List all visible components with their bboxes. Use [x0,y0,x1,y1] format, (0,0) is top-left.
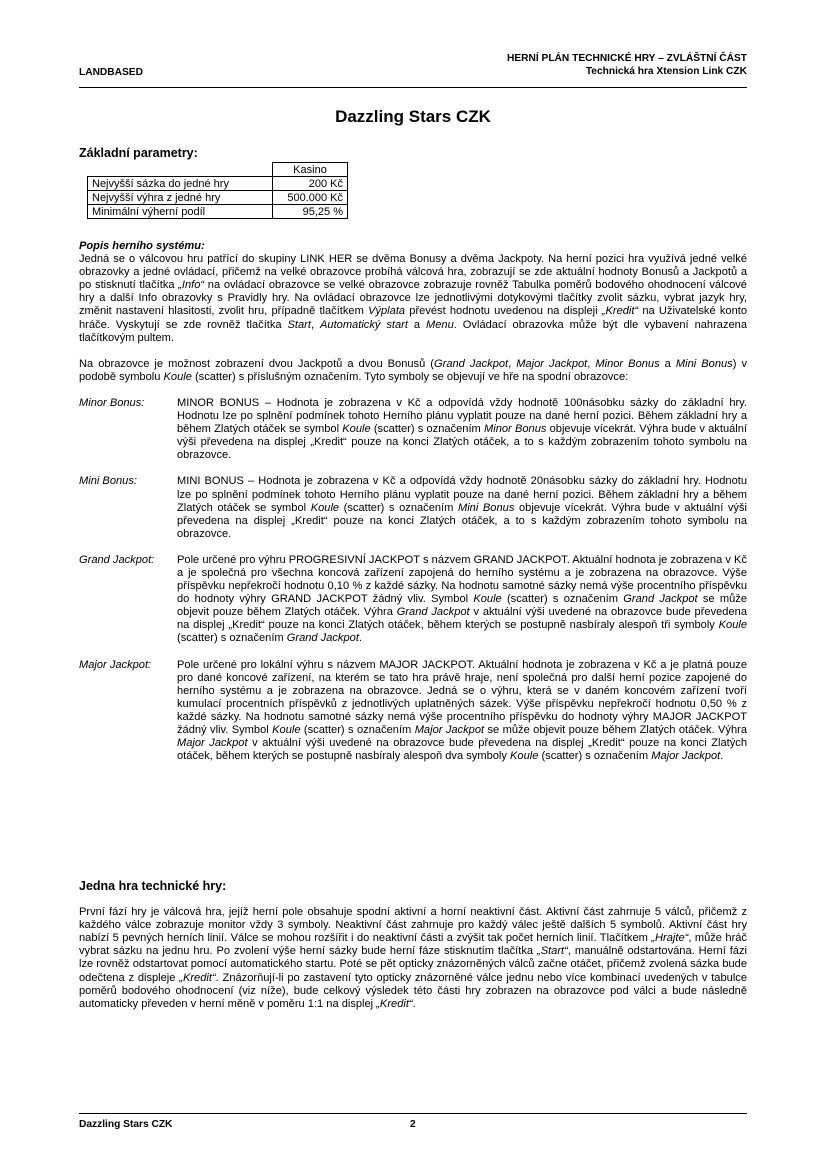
text-run-italic: Výplata [368,305,406,318]
system-paragraph-2 [79,358,747,384]
text-run-italic: Major Jackpot [177,737,248,750]
text-run: (scatter) s označením [300,724,415,736]
text-run-italic: Major Jackpot [651,750,721,763]
text-run: , [508,357,517,370]
text-run-italic: Koule [310,501,340,514]
text-run: se může objevit pouze během Zlatých otáček. Výhra [484,724,747,736]
item-text [177,554,747,646]
text-run: MINI BONUS – Hodnota je zobrazena v Kč a odpovídá vždy hodnotě 20násobku sázky do základní hry. Hodnotu lze po splnění podmínek tohoto Herního plánu vyplatit pouze na dané herní pozici. Během základní hry a během Zlatých otáček se symbol [177,475,747,514]
text-run: (scatter) s označením [177,632,287,645]
item-grand-jackpot [79,554,747,646]
params-table-row [88,205,348,219]
item-mini-bonus [79,475,747,540]
page-number: 2 [410,1119,416,1130]
header-right-line1: HERNÍ PLÁN TECHNICKÉ HRY – ZVLÁŠTNÍ ČÁST [507,53,747,64]
params-table-corner [88,163,273,177]
text-run-italic: Koule [272,724,301,736]
text-run: a [659,357,676,370]
text-run: , [587,357,596,370]
params-row-label: Nejvyšší výhra z jedné hry [88,191,273,205]
text-run: Pole určené pro výhru PROGRESIVNÍ JACKPOT s názvem GRAND JACKPOT. Aktuální hodnota je zobrazena v Kč a je společná pro všechna koncová zařízení zapojená do herního systému a je zobrazena na obrazovce. Výše příspěvku nepřekročí hodnotu 0,10 % z každé sázky. Na hodnotu samotné sázky nemá výše procentního příspěvku do hodnoty výhry GRAND JACKPOT žádný vliv. Symbol [177,553,747,606]
text-run: (scatter) s označením [501,593,624,606]
params-table-row [88,177,348,191]
text-run: , [310,318,320,331]
text-run-italic: Grand Jackpot [396,606,470,619]
item-label: Mini Bonus: [79,475,137,488]
game-paragraph [79,906,747,1011]
text-run-italic: Menu [426,318,454,331]
text-run: . [412,997,416,1010]
text-run-italic: Grand Jackpot [623,593,698,606]
text-run: První fází hry je válcová hra, jejíž herní pole obsahuje spodní aktivní a horní neaktivní část. Aktivní část zahrnuje 5 válců, přičemž z každého válce zobrazuje monitor vždy 3 symboly. Neaktivní část zahrnuje pro každý válec ještě dalších 5 symbolů. Aktivní část hry nabízí 5 pevných herních linií. Válce se mohou rozšířit i do neaktivní části a zvýšit tak počet herních linií. Tlačítkem [79,906,747,945]
params-row-label: Nejvyšší sázka do jedné hry [88,177,273,191]
text-run-italic: „Hrajte“ [651,932,689,945]
text-run: . Ovládací obrazovka může být dle vybavení nahrazena tlačítkovým pultem. [79,318,747,344]
text-run: , manuálně odstartována. Herní fázi lze rovněž odstartovat pomocí automatického startu. Poté se pět opticky znázorněných válců začne otáčet, přičemž zvolená sázka bude odečtena z displeje [79,945,747,984]
text-run: . [720,750,724,763]
text-run-italic: Koule [718,619,747,632]
params-table-row [88,191,348,205]
text-run: Jedná se o válcovou hru patřící do skupiny LINK HER se dvěma Bonusy a dvěma Jackpoty. Na herní pozici hra využívá jedné velké obrazovky a jedné ovládací, přičemž na velké obrazovce probíhá válcová hra, zobrazují se zde aktuální hodnoty Bonusů a Jackpotů a po stisknutí tlačítka [79,253,747,292]
text-run: v aktuální výši uvedené na obrazovce bude převedena na displej „Kredit“ pouze na konci Zlatých otáček, během kterých se postupně nasbíraly alespoň dva symboly [177,737,747,763]
footer-divider [79,1113,747,1114]
text-run-italic: Major Jackpot [414,724,485,736]
item-text [177,475,747,540]
text-run-italic: Mini Bonus [675,357,733,370]
text-run-italic: Major Jackpot [516,357,588,370]
page-title: Dazzling Stars CZK [335,107,491,126]
item-major-jackpot [79,659,747,764]
system-section [79,240,747,763]
params-row-label: Minimální výherní podíl [88,205,273,219]
params-row-value: 200 Kč [273,177,348,191]
text-run-italic: Grand Jackpot [286,632,359,645]
header-left: LANDBASED [79,67,143,78]
header-divider [79,87,747,88]
text-run: (scatter) s příslušným označením. Tyto symboly se objevují ve hře na spodní obrazovce: [191,370,629,383]
text-run-italic: Koule [510,750,539,763]
text-run: MINOR BONUS – Hodnota je zobrazena v Kč a odpovídá vždy hodnotě 100násobku sázky do základní hry. Hodnotu lze po splnění podmínek tohoto Herního plánu vyplatit pouze na dané herní pozici. Během základní hry a během Zlatých otáček se symbol [177,396,747,436]
params-table [87,162,348,219]
item-label: Major Jackpot: [79,658,152,671]
item-minor-bonus [79,397,747,462]
text-run-italic: Automatický start [320,318,408,331]
text-run-italic: „Kredit“ [601,305,639,318]
text-run: v aktuální výši uvedené na obrazovce bude převedena na displej „Kredit“ pouze na konci Zlatých otáček, během kterých se postupně nasbíraly alespoň tři symboly [177,606,747,632]
text-run-italic: Koule [342,423,371,436]
text-run-italic: Start [287,318,311,331]
text-run: Pole určené pro lokální výhru s názvem MAJOR JACKPOT. Aktuální hodnota je zobrazena v Kč a je platná pouze pro dané koncové zařízení, na kterém se tato hra právě hraje, není společná pro další herní pozice zapojené do herního systému a je zobrazena na obrazovce. Jedná se o výhru, která se v daném koncovém zařízení tvoří kumulací procentních příspěvků z jednotlivých uplatněných sázek. Výše příspěvku nepřekročí hodnotu 0,50 % z každé sázky. Na hodnotu samotné sázky nemá výše procentního příspěvku do hodnoty výhry MAJOR JACKPOT žádný vliv. Symbol [177,658,747,736]
text-run: se může objevit pouze během Zlatých otáček. Výhra [177,593,747,619]
text-run: objevuje vícekrát. Výhra bude v aktuální výši převedena na displej „Kredit“ pouze na konci Zlatých otáček, a to s každým zobrazením tohoto symbolu na obrazovce. [177,501,747,540]
system-paragraph-1 [79,253,747,345]
text-run: . Znázorňují-li po zastavení tyto opticky znázorněné válce jednu nebo více kombinací uvedených v tabulce poměrů bodového ohodnocení (viz níže), bude celkový výsledek této části hry zobrazen na obrazovce pod válci a bude následně automaticky převeden v herní měně v poměru 1:1 na displej [79,971,747,1010]
text-run: (scatter) s označením [370,423,484,436]
item-text [177,659,747,764]
header-right [507,52,747,78]
text-run: (scatter) s označením [339,501,458,514]
text-run-italic: „Kredit“ [376,997,413,1010]
text-run: na ovládací obrazovce se velké obrazovce zobrazuje rovněž Tabulka poměrů bodového ohodnocení válcové hry a další Info obrazovky s Pravidly hry. Na ovládací obrazovce lze jednotlivými dotykovými tlačítky zvolit sázku, vybrat jazyk hry, změnit nastavení hlasitosti, zvolit hru, případně tlačítkem [79,279,747,318]
params-row-value: 500.000 Kč [273,191,348,205]
item-label: Grand Jackpot: [79,553,155,566]
document-page [79,0,747,1169]
system-heading: Popis herního systému: [79,240,205,252]
text-run: (scatter) s označením [538,750,652,763]
text-run: , může hráč vybrat sázku na jednu hru. Po zvolení výše herní sázky bude herní fáze stisknutím tlačítka [79,932,747,958]
text-run-italic: Mini Bonus [457,501,515,514]
text-run: na Uživatelské konto hráče. Vyskytují se zde rovněž tlačítka [79,305,747,331]
text-run: Na obrazovce je možnost zobrazení dvou Jackpotů a dvou Bonusů ( [79,357,435,370]
params-row-value: 95,25 % [273,205,348,219]
footer-title: Dazzling Stars CZK [79,1119,173,1130]
item-label: Minor Bonus: [79,396,145,409]
text-run: ) v podobě symbolu [79,357,747,383]
game-heading: Jedna hra technické hry: [79,879,227,893]
params-column-header: Kasino [273,163,348,177]
item-text [177,397,747,462]
text-run-italic: „Start“ [537,945,568,958]
params-heading: Základní parametry: [79,146,198,160]
text-run-italic: Grand Jackpot [434,357,509,370]
text-run: . [358,632,362,645]
text-run: objevuje vícekrát. Výhra bude v aktuální výši převedena na displej „Kredit“ pouze na konci Zlatých otáček, a to s každým zobrazením tohoto symbolu na obrazovce. [177,423,747,462]
text-run-italic: „Kredit“ [179,971,216,984]
game-section [79,880,747,1011]
params-table-header-row [88,163,348,177]
text-run-italic: „Info“ [178,279,205,292]
text-run: převést hodnotu uvedenou na displeji [405,305,602,318]
text-run-italic: Koule [163,370,192,383]
text-run: a [407,318,427,331]
header-right-line2: Technická hra Xtension Link CZK [585,66,747,77]
text-run-italic: Minor Bonus [595,357,660,370]
text-run-italic: Koule [473,593,502,606]
text-run-italic: Minor Bonus [484,423,547,436]
